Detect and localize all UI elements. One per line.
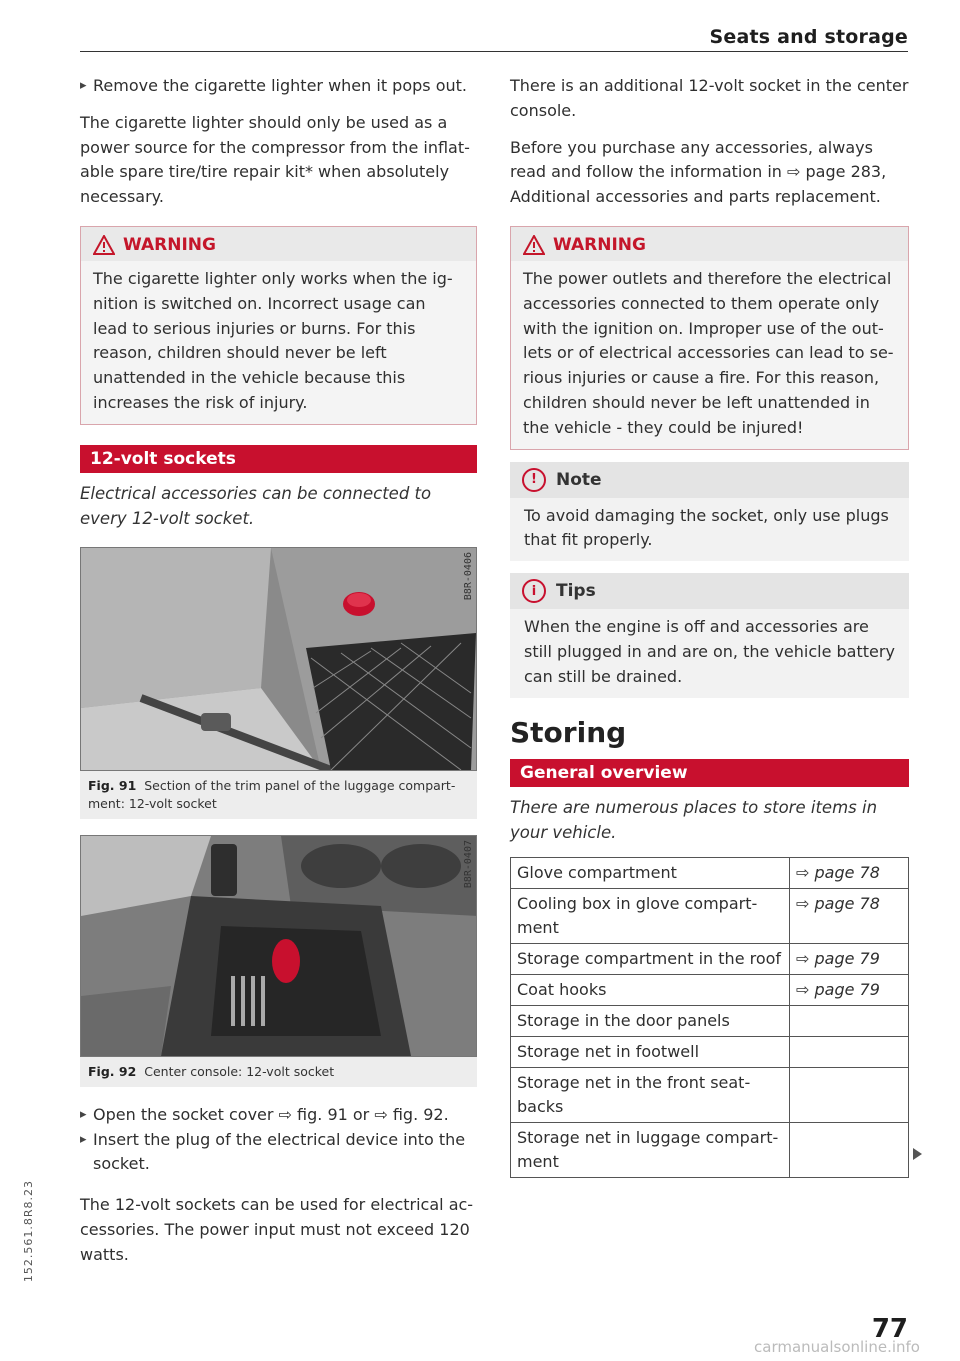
continued-arrow-icon: [913, 1148, 922, 1160]
warning-box-lighter: [80, 226, 477, 425]
page-number: 77: [871, 1314, 908, 1344]
page-reference-link[interactable]: ⇨ page 78: [790, 888, 909, 943]
left-column: [80, 74, 477, 1268]
luggage-trim-illustration: [81, 548, 477, 770]
page-reference-link[interactable]: ⇨ page 79: [790, 943, 909, 974]
tips-box: [510, 573, 909, 697]
watermark: carmanualsonline.info: [754, 1338, 920, 1356]
header-rule: [80, 51, 908, 52]
figure-91-caption: Fig. 91 Section of the trim panel of the luggage compartment: 12-volt socket: [88, 777, 456, 811]
table-row: Storage net in luggage compartment: [511, 1122, 909, 1177]
step-open-cover: ▸ Open the socket cover ⇨ fig. 91 or ⇨ fig. 92.: [80, 1103, 477, 1128]
info-circle-icon: i: [522, 579, 546, 603]
chapter-heading-storing: Storing: [510, 715, 627, 749]
exclamation-circle-icon: !: [522, 468, 546, 492]
note-text: To avoid damaging the socket, only use plugs that fit properly.: [510, 498, 909, 562]
table-row: Storage compartment in the roof ⇨ page 79: [511, 943, 909, 974]
warning-text: The power outlets and therefore the electrical accessories connected to them operate only with the ignition on. Improper use of the outlets or of electrical accessories can lead to serious injuries or cause a fire. For this reason, children should never be left unattended in the vehicle - they could be injured!: [511, 261, 908, 449]
tips-title: Tips: [556, 581, 596, 602]
figure-91: [80, 547, 477, 819]
figure-92-code: B8R-0407: [463, 839, 474, 888]
tips-text: When the engine is off and accessories are still plugged in and are on, the vehicle battery can still be drained.: [510, 609, 909, 697]
running-header: Seats and storage: [709, 26, 908, 48]
additional-socket-text: There is an additional 12-volt socket in the center console.: [510, 76, 909, 120]
note-title: Note: [556, 469, 602, 490]
figure-91-code: B8R-0406: [463, 551, 474, 600]
note-box: [510, 462, 909, 562]
table-row: Storage in the door panels: [511, 1005, 909, 1036]
warning-triangle-icon: [523, 235, 545, 255]
figure-92-caption: Fig. 92 Center console: 12-volt socket: [88, 1063, 335, 1079]
table-row: Coat hooks ⇨ page 79: [511, 974, 909, 1005]
figure-92-image: [80, 835, 477, 1057]
accessories-info-text: Before you purchase any accessories, always read and follow the information in ⇨ page 283, Additional accessories and parts replacement.: [510, 137, 887, 207]
step-remove-lighter: ▸ Remove the cigarette lighter when it pops out.: [80, 74, 477, 99]
warning-title: WARNING: [123, 234, 216, 255]
page-reference-link[interactable]: ⇨ page 78: [790, 857, 909, 888]
table-row: Storage net in the front seatbacks: [511, 1067, 909, 1122]
storage-overview-table: [510, 857, 909, 1178]
right-column: [510, 74, 909, 1178]
table-row: Glove compartment ⇨ page 78: [511, 857, 909, 888]
lighter-usage-text: The cigarette lighter should only be used as a power source for the compressor from the inflatable spare tire/tire repair kit* when absolutely necessary.: [80, 112, 470, 207]
table-row: Storage net in footwell: [511, 1036, 909, 1067]
warning-triangle-icon: [93, 235, 115, 255]
section-title-general-overview: General overview: [510, 759, 909, 787]
table-row: Cooling box in glove compartment ⇨ page 78: [511, 888, 909, 943]
figure-91-image: [80, 547, 477, 771]
center-console-illustration: [81, 836, 477, 1056]
section-intro: Electrical accessories can be connected to every 12-volt socket.: [80, 483, 432, 528]
step-insert-plug: ▸ Insert the plug of the electrical device into the socket.: [80, 1128, 477, 1178]
warning-text: The cigarette lighter only works when the ignition is switched on. Incorrect usage can lead to serious injuries or burns. For this reason, children should never be left unattended in the vehicle because this increases the risk of injury.: [81, 261, 476, 424]
section-intro: There are numerous places to store items in your vehicle.: [510, 797, 878, 842]
page-reference-link[interactable]: ⇨ page 79: [790, 974, 909, 1005]
section-title-12v-sockets: 12-volt sockets: [80, 445, 477, 473]
power-limit-text: The 12-volt sockets can be used for electrical accessories. The power input must not exceed 120 watts.: [80, 1195, 474, 1264]
figure-92: [80, 835, 477, 1087]
warning-title: WARNING: [553, 234, 646, 255]
warning-box-outlets: [510, 226, 909, 450]
document-code: 152.561.8R8.23: [22, 1180, 35, 1283]
